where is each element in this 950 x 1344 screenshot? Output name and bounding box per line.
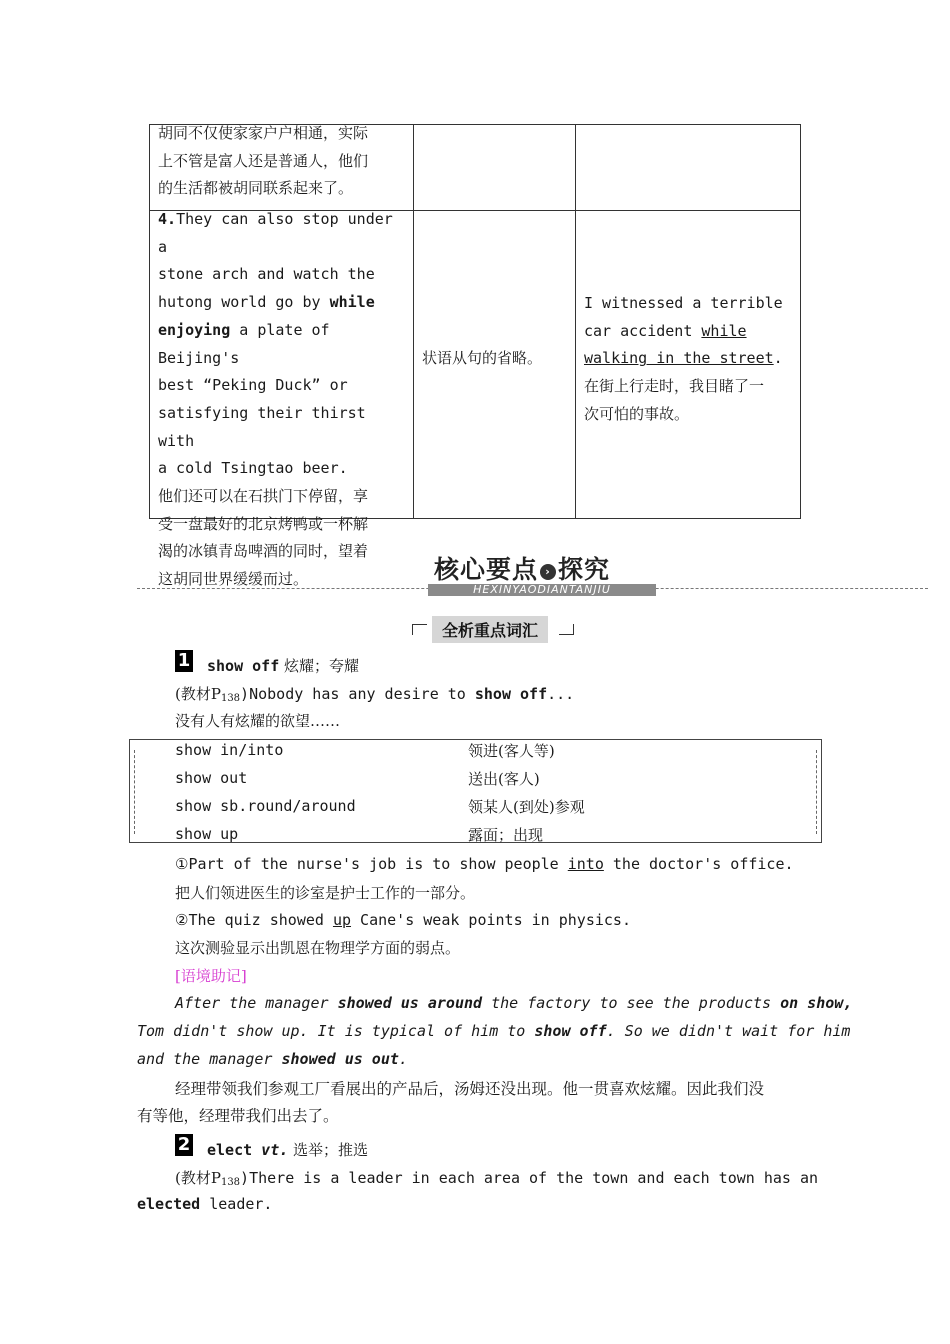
tag-bracket-right xyxy=(559,624,574,635)
tag-bracket-left xyxy=(412,624,427,635)
table-col-divider-2 xyxy=(575,124,576,519)
example-translation: 这次测验显示出凯恩在物理学方面的弱点。 xyxy=(175,939,461,957)
subsection-tag-frame xyxy=(412,618,574,640)
context-paragraph-line: After the manager showed us around the factory to see the products on show, xyxy=(175,994,853,1012)
section-title: 核心要点 › 探究 xyxy=(434,555,611,584)
item2-heading: elect vt. 选举；推选 xyxy=(207,1141,369,1159)
phrase-box-side-left xyxy=(134,750,135,834)
table-row1-col1: 胡同不仅使家家户户相通，实际 上不管是富人还是普通人，他们 的生活都被胡同联系起来了。 xyxy=(158,124,369,198)
phrase-box-side-right xyxy=(816,750,817,834)
context-paragraph-line: and the manager showed us out. xyxy=(137,1050,408,1068)
phrase-en: show out xyxy=(175,769,248,787)
context-translation: 有等他，经理带我们出去了。 xyxy=(137,1107,339,1125)
example-translation: 把人们领进医生的诊室是护士工作的一部分。 xyxy=(175,884,476,902)
item1-source-zh: 没有人有炫耀的欲望…… xyxy=(175,712,341,730)
phrase-en: show sb.round/around xyxy=(175,797,356,815)
example-sentence: ②The quiz showed up Cane's weak points in physics. xyxy=(175,911,631,929)
section-banner xyxy=(422,548,660,598)
table-row2-col2: 状语从句的省略。 xyxy=(422,349,543,367)
item1-heading: show off 炫耀；夸耀 xyxy=(207,657,360,675)
example-sentence: ①Part of the nurse's job is to show people into the doctor's office. xyxy=(175,855,794,873)
section-subtitle: HEXINYAODIANTANJIU xyxy=(428,584,656,596)
phrase-zh: 领某人(到处)参观 xyxy=(468,798,585,816)
item2-source: (教材$P_{138})There$ is a leader in each area of the town and each town has an xyxy=(175,1169,819,1188)
table-row2-col3: I witnessed a terrible car accident while walking in the street. 在街上行走时，我目睹了一 次可怕的事故。 xyxy=(584,294,783,423)
arrow-circle-icon: › xyxy=(540,564,556,580)
item1-source: (教材$P_{138})Nobody$ has any desire to show off... xyxy=(175,685,575,704)
phrase-zh: 送出(客人) xyxy=(468,770,540,788)
subsection-tag: 全析重点词汇 xyxy=(432,616,548,643)
item-number-badge: 1 xyxy=(175,650,193,672)
context-paragraph-line: Tom didn't show up. It is typical of him to show off. So we didn't wait for him xyxy=(137,1022,851,1040)
context-memo-tag: [语境助记] xyxy=(175,967,247,985)
phrase-en: show in/into xyxy=(175,741,284,759)
table-col-divider-1 xyxy=(413,124,414,519)
item-number-badge: 2 xyxy=(175,1134,193,1156)
context-translation: 经理带领我们参观工厂看展出的产品后，汤姆还没出现。他一贯喜欢炫耀。因此我们没 xyxy=(175,1080,765,1098)
table-row2-col1: 4.They can also stop under a stone arch and watch the hutong world go by while enjoying a plate of Beijing's best “Peking Duck” or satisfying their thirst with a cold Tsingtao beer. 他们还可以在石拱门下停留，享 受一盘最好的北京烤鸭或一杯解 渴的冰镇青岛啤酒的同时，望着 这胡同世界缓缓而过。 xyxy=(158,210,393,588)
phrase-zh: 露面；出现 xyxy=(468,826,544,844)
phrase-zh: 领进(客人等) xyxy=(468,742,555,760)
item2-source-cont: elected leader. xyxy=(137,1195,273,1213)
phrase-en: show up xyxy=(175,825,239,843)
